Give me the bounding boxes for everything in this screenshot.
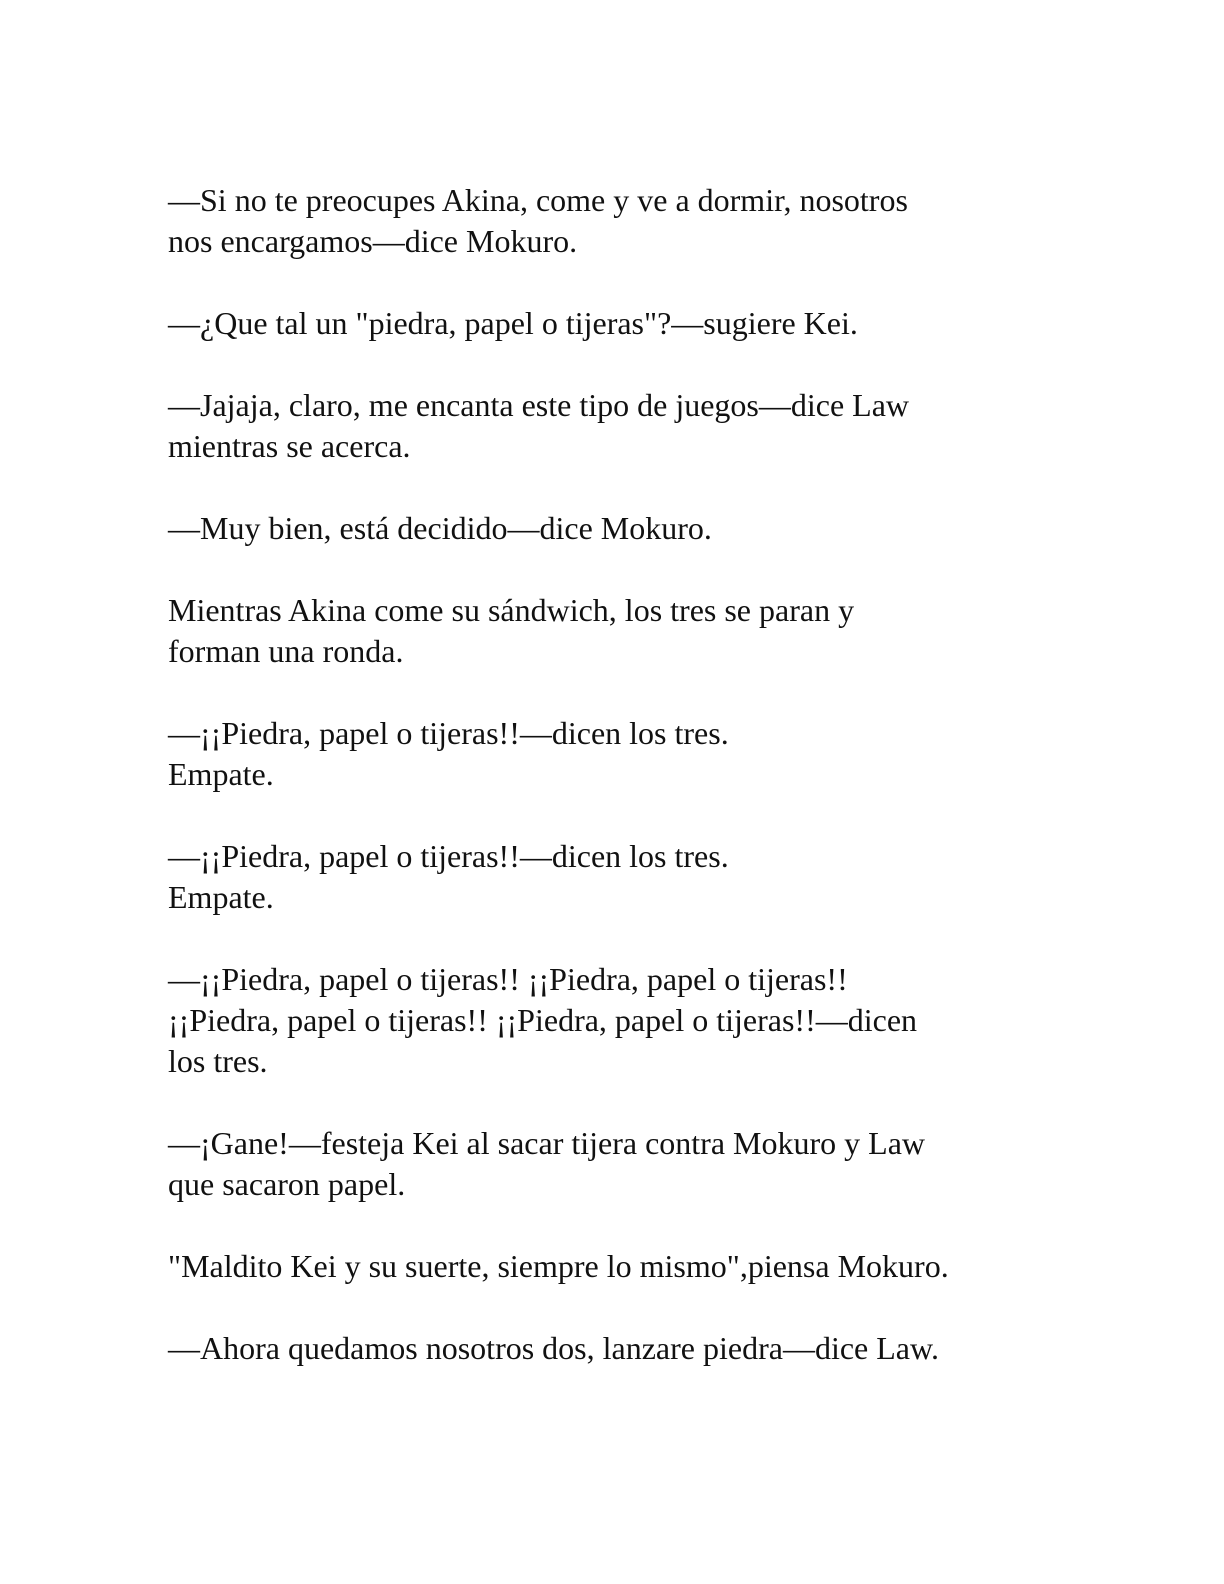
paragraph (168, 1246, 1048, 1287)
text-line: —Ahora quedamos nosotros dos, lanzare piedra—dice Law. (168, 1330, 940, 1366)
text-line: mientras se acerca. (168, 428, 411, 464)
paragraph (168, 836, 1048, 918)
text-line: que sacaron papel. (168, 1166, 406, 1202)
text-line: —Si no te preocupes Akina, come y ve a dormir, nosotros (168, 182, 908, 218)
paragraph (168, 1123, 1048, 1205)
paragraph (168, 508, 1048, 549)
text-line: —¡¡Piedra, papel o tijeras!!—dicen los tres. (168, 838, 729, 874)
paragraph (168, 1328, 1048, 1369)
text-line: —¡¡Piedra, papel o tijeras!!—dicen los tres. (168, 715, 729, 751)
text-line: nos encargamos—dice Mokuro. (168, 223, 578, 259)
paragraph (168, 713, 1048, 795)
text-line: "Maldito Kei y su suerte, siempre lo mismo",piensa Mokuro. (168, 1248, 949, 1284)
text-line: ¡¡Piedra, papel o tijeras!! ¡¡Piedra, papel o tijeras!!—dicen (168, 1002, 918, 1038)
paragraph (168, 959, 1048, 1082)
text-line: Empate. (168, 756, 274, 792)
text-line: los tres. (168, 1043, 268, 1079)
text-line: —¿Que tal un "piedra, papel o tijeras"?—sugiere Kei. (168, 305, 858, 341)
paragraph (168, 590, 1048, 672)
text-line: —Muy bien, está decidido—dice Mokuro. (168, 510, 712, 546)
text-line: —¡¡Piedra, papel o tijeras!! ¡¡Piedra, papel o tijeras!! (168, 961, 848, 997)
paragraph (168, 180, 1048, 262)
body-text (168, 180, 1048, 1410)
text-line: Empate. (168, 879, 274, 915)
text-line: —¡Gane!—festeja Kei al sacar tijera contra Mokuro y Law (168, 1125, 925, 1161)
text-line: forman una ronda. (168, 633, 404, 669)
paragraph (168, 303, 1048, 344)
text-line: —Jajaja, claro, me encanta este tipo de juegos—dice Law (168, 387, 910, 423)
paragraph (168, 385, 1048, 467)
text-line: Mientras Akina come su sándwich, los tres se paran y (168, 592, 855, 628)
